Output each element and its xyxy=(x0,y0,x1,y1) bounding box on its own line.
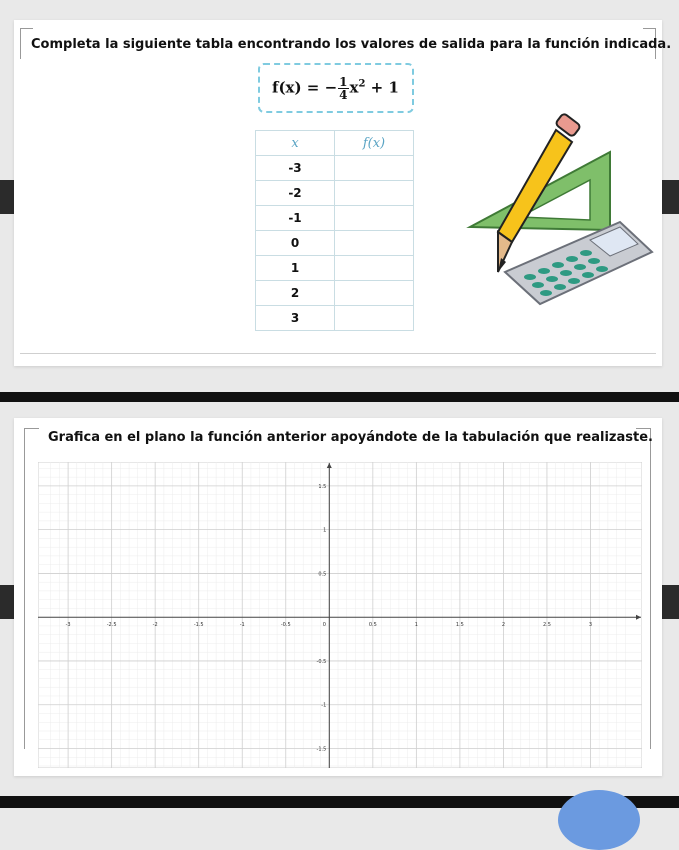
x-cell: 3 xyxy=(256,306,335,331)
section-divider xyxy=(20,353,656,354)
formula-tail: + 1 xyxy=(365,78,399,97)
y-tick-label: 1.5 xyxy=(318,483,327,490)
y-tick-label: -1.5 xyxy=(316,746,327,753)
table-header-row xyxy=(256,131,414,156)
table-row xyxy=(256,281,414,306)
table-row xyxy=(256,256,414,281)
header-x: x xyxy=(256,131,335,156)
x-tick-label: -3 xyxy=(65,622,71,629)
fraction-denominator: 4 xyxy=(339,88,348,102)
table-row xyxy=(256,231,414,256)
y-tick-label: -1 xyxy=(321,702,327,709)
x-tick-label: -2.5 xyxy=(106,622,117,629)
function-formula-box xyxy=(258,63,414,113)
fx-cell[interactable] xyxy=(335,256,414,281)
x-tick-label: 2 xyxy=(501,622,506,629)
fx-cell[interactable] xyxy=(335,156,414,181)
x-tick-label: 1.5 xyxy=(455,622,464,629)
x-cell: -2 xyxy=(256,181,335,206)
table-row xyxy=(256,181,414,206)
x-tick-label: -1 xyxy=(239,622,245,629)
fx-cell[interactable] xyxy=(335,231,414,256)
x-tick-label: 1 xyxy=(414,622,418,629)
top-dark-band xyxy=(0,392,679,402)
calculator-icon xyxy=(505,222,652,304)
header-fx: f(x) xyxy=(335,131,414,156)
fraction-numerator: 1 xyxy=(339,75,348,89)
function-formula xyxy=(272,76,399,101)
x-tick-label: 0 xyxy=(322,622,326,629)
x-cell: 1 xyxy=(256,256,335,281)
x-tick-label: -0.5 xyxy=(280,622,291,629)
formula-exponent: 2 xyxy=(358,78,366,90)
x-tick-label: 3 xyxy=(588,622,593,629)
fx-cell[interactable] xyxy=(335,306,414,331)
fx-cell[interactable] xyxy=(335,281,414,306)
y-tick-label: -0.5 xyxy=(316,658,327,665)
formula-x: x xyxy=(349,78,359,97)
values-table xyxy=(255,130,414,331)
y-tick-label: 0.5 xyxy=(318,571,327,578)
table-row xyxy=(256,206,414,231)
x-cell: -1 xyxy=(256,206,335,231)
cartesian-plane[interactable] xyxy=(38,462,642,768)
formula-fraction xyxy=(338,76,348,101)
table-row xyxy=(256,306,414,331)
corner-bracket xyxy=(24,428,39,749)
x-cell: 0 xyxy=(256,231,335,256)
x-tick-label: 2.5 xyxy=(542,622,551,629)
graph-instruction-title: Grafica en el plano la función anterior apoyándote de la tabulación que realizaste. xyxy=(48,430,653,445)
x-tick-label: -1.5 xyxy=(193,622,204,629)
x-tick-label: 0.5 xyxy=(368,622,377,629)
x-tick-label: -2 xyxy=(152,622,158,629)
decorative-circle xyxy=(558,790,640,850)
fx-cell[interactable] xyxy=(335,181,414,206)
x-cell: 2 xyxy=(256,281,335,306)
pencil-ruler-calculator-icon xyxy=(460,112,660,322)
x-cell: -3 xyxy=(256,156,335,181)
fx-cell[interactable] xyxy=(335,206,414,231)
instruction-title: Completa la siguiente tabla encontrando los valores de salida para la función indicada. xyxy=(31,37,672,52)
table-row xyxy=(256,156,414,181)
y-tick-label: 1 xyxy=(323,527,327,534)
formula-lhs: f(x) = − xyxy=(272,78,338,97)
